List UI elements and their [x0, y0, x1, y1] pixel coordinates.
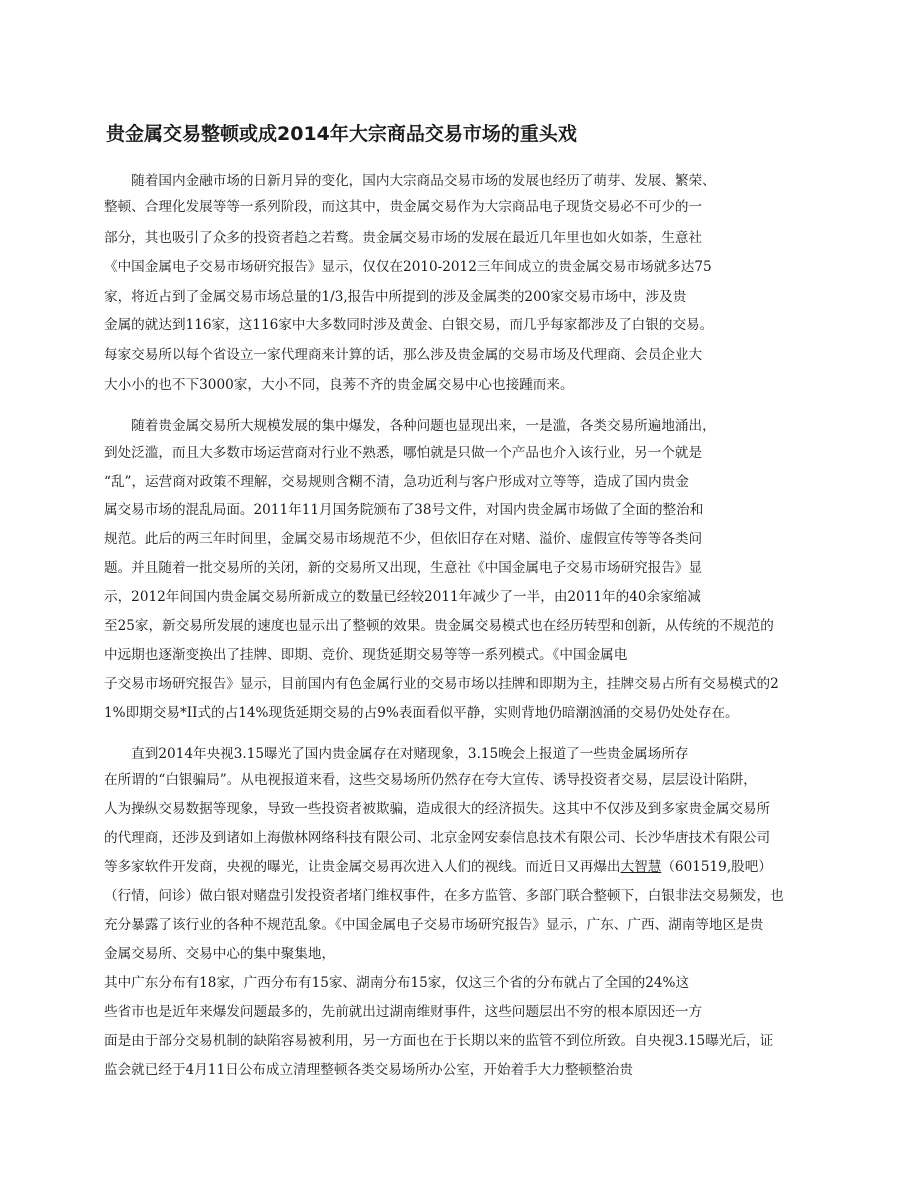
text-line: 直到2014年央视3.15曝光了国内贵金属存在对赌现象，3.15晚会上报道了一些贵金属场所存 [104, 746, 689, 762]
text-line: 至25家，新交易所发展的速度也显示出了整顿的效果。贵金属交易模式也在经历转型和创新，从传统的不规范的 [104, 618, 774, 634]
text-line: 充分暴露了该行业的各种不规范乱象。《中国金属电子交易市场研究报告》显示，广东、广西、湖南等地区是贵 [104, 917, 764, 933]
text-line: 整顿、合理化发展等等一系列阶段，而这其中，贵金属交易作为大宗商品电子现货交易必不可少的一 [104, 199, 703, 215]
text-line: 每家交易所以每个省设立一家代理商来计算的话，那么涉及贵金属的交易市场及代理商、会员企业大 [104, 347, 703, 363]
text-line: 大小小的也不下3000家，大小不同，良莠不齐的贵金属交易中心也接踵而来。 [104, 377, 574, 393]
text-line: 在所谓的“白银骗局”。从电视报道来看，这些交易场所仍然存在夸大宣传、诱导投资者交易，层层设计陷阱， [104, 772, 757, 788]
text-line: “乱”，运营商对政策不理解，交易规则含糊不清，急功近利与客户形成对立等等，造成了国内贵金 [104, 474, 689, 490]
text-line: 中远期也逐渐变换出了挂牌、即期、竞价、现货延期交易等等一系列模式。《中国金属电 [104, 647, 628, 663]
text-line: 些省市也是近年来爆发问题最多的，先前就出过湖南维财事件，这些问题层出不穷的根本原因还一方 [104, 1004, 703, 1020]
text-line: 监会就已经于4月11日公布成立清理整顿各类交易场所办公室，开始着手大力整顿整治贵 [104, 1062, 633, 1078]
text-line: 示，2012年间国内贵金属交易所新成立的数量已经较2011年减少了一半，由2011年的40余家缩减 [104, 589, 701, 605]
text-line: 1%即期交易*II式的占14%现货延期交易的占9%表面看似平静，实则背地仍暗潮汹涌的交易仍处处存在。 [104, 705, 739, 721]
text-line: 随着贵金属交易所大规模发展的集中爆发，各种问题也显现出来，一是滥，各类交易所遍地涌出， [104, 418, 716, 434]
text-line: 属交易市场的混乱局面。2011年11月国务院颁布了38号文件，对国内贵金属市场做了全面的整治和 [104, 502, 704, 518]
text-line [104, 858, 772, 876]
text-line: 《中国金属电子交易市场研究报告》显示，仅仅在2010-2012三年间成立的贵金属交易市场就多达75 [104, 259, 712, 275]
article-title: 贵金属交易整顿或成2014年大宗商品交易市场的重头戏 [106, 123, 577, 145]
text-line: （行情，问诊）做白银对赌盘引发投资者堵门维权事件，在多方监管、多部门联合整顿下，白银非法交易频发，也 [104, 888, 784, 904]
text-line: 面是由于部分交易机制的缺陷容易被利用，另一方面也在于长期以来的监管不到位所致。自央视3.15曝光后，证 [104, 1033, 774, 1049]
text-line: 随着国内金融市场的日新月异的变化，国内大宗商品交易市场的发展也经历了萌芽、发展、繁荣、 [104, 173, 716, 189]
text-line: 金属的就达到116家，这116家中大多数同时涉及黄金、白银交易，而几乎每家都涉及了白银的交易。 [104, 317, 714, 333]
text-line: 规范。此后的两三年时间里，金属交易市场规范不少，但依旧存在对赌、溢价、虚假宣传等等各类问 [104, 531, 703, 547]
text-line: 其中广东分布有18家，广西分布有15家、湖南分布15家，仅这三个省的分布就占了全国的24%这 [104, 975, 690, 991]
text-line: 家，将近占到了金属交易市场总量的1/3,报告中所提到的涉及金属类的200家交易市场中，涉及贵 [104, 289, 687, 305]
stock-code: （601519,股吧） [661, 859, 772, 875]
text-line: 题。并且随着一批交易所的关闭，新的交易所又出现，生意社《中国金属电子交易市场研究报告》显 [104, 560, 703, 576]
text-line: 金属交易所、交易中心的集中聚集地， [104, 946, 336, 962]
text-line: 子交易市场研究报告》显示，目前国内有色金属行业的交易市场以挂牌和即期为主，挂牌交易占所有交易模式的2 [104, 676, 779, 692]
text-line: 到处泛滥，而且大多数市场运营商对行业不熟悉，哪怕就是只做一个产品也介入该行业，另一个就是 [104, 445, 703, 461]
text-line: 人为操纵交易数据等现象，导致一些投资者被欺骗，造成很大的经济损失。这其中不仅涉及到多家贵金属交易所 [104, 801, 771, 817]
text-line: 的代理商，还涉及到诸如上海傲林网络科技有限公司、北京金网安泰信息技术有限公司、长沙华唐技术有限公司 [104, 830, 771, 846]
stock-link[interactable]: 大智慧 [620, 859, 662, 875]
text-line: 部分，其也吸引了众多的投资者趋之若鹜。贵金属交易市场的发展在最近几年里也如火如荼，生意社 [104, 230, 703, 246]
text-line-prefix: 等多家软件开发商，央视的曝光，让贵金属交易再次进入人们的视线。而近日又再爆出 [104, 859, 621, 875]
